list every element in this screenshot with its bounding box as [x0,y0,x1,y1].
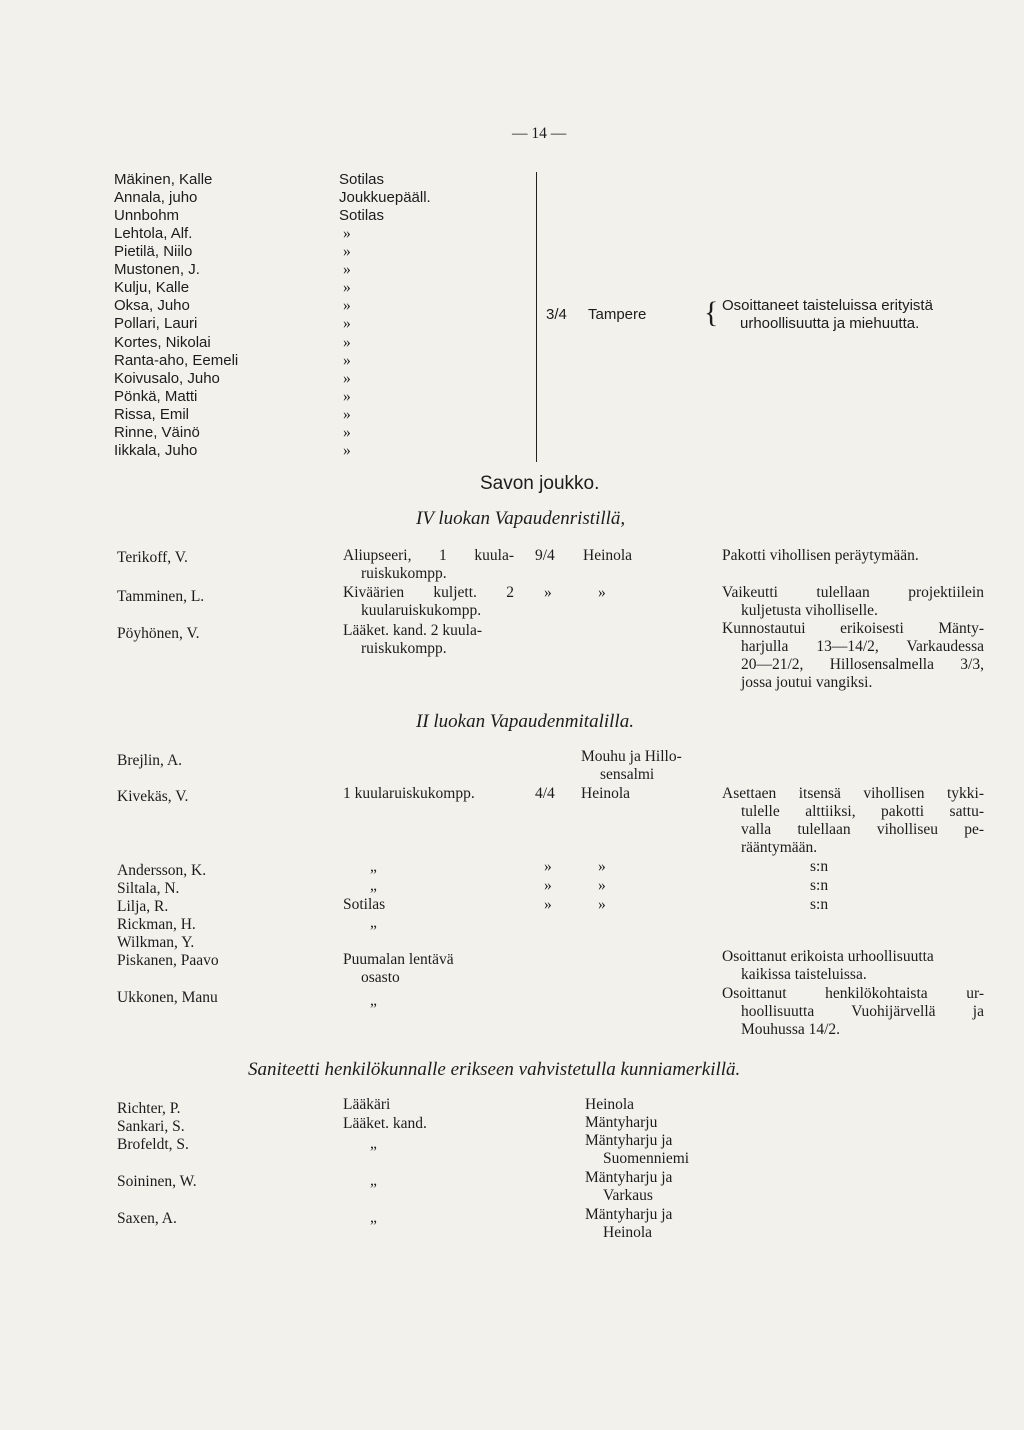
ditto-mark: „ [370,1135,377,1152]
merit-text-line: valla tulellaan viholliseu pe- [741,821,984,838]
ditto-mark: » [343,442,351,459]
ditto-mark: » [598,877,606,894]
merit-text-line: Pakotti vihollisen peräytymään. [722,547,919,564]
place-cell: Heinola [581,785,631,802]
ditto-mark: » [343,388,351,405]
list-item: Rissa, Emil [114,406,190,423]
ditto-mark: » [343,279,351,296]
list-item: Lehtola, Alf. [114,225,193,242]
list-item: Wilkman, Y. [117,934,195,951]
rank-cell: Aliupseeri, 1 kuula- [343,547,514,564]
place-cell: Mäntyharju ja [585,1206,673,1223]
date-cell: 3/4 [546,306,567,323]
list-item: Piskanen, Paavo [117,952,219,969]
subsection-heading: IV luokan Vapaudenristillä, [416,508,626,529]
rank-cell: ruiskukompp. [361,565,447,582]
place-cell: Tampere [588,306,647,323]
ditto-mark: » [544,584,552,601]
list-item: Annala, juho [114,189,198,206]
merit-text-line: s:n [810,858,829,875]
ditto-mark: » [598,896,606,913]
rank-cell: kuularuiskukompp. [361,602,482,619]
merit-text-line: tulelle alttiiksi, pakotti sattu- [741,803,984,820]
list-item: Lilja, R. [117,898,169,915]
ditto-mark: » [544,896,552,913]
date-cell: 4/4 [535,785,555,802]
ditto-mark: „ [370,1172,377,1189]
merit-text-line: harjulla 13—14/2, Varkaudessa [741,638,984,655]
place-cell: Heinola [603,1224,653,1241]
list-item: Saxen, A. [117,1210,177,1227]
place-cell: Heinola [585,1096,635,1113]
rank-cell: Kiväärien kuljett. 2 [343,584,514,601]
merit-text-line: hoollisuutta Vuohijärvellä ja [741,1003,984,1020]
merit-text-line: Osoittanut erikoista urhoollisuutta [722,948,934,965]
list-item: Unnbohm [114,207,180,224]
merit-text-line: 20—21/2, Hillosensalmella 3/3, [741,656,984,673]
place-cell: Mäntyharju ja [585,1169,673,1186]
ditto-mark: » [544,877,552,894]
ditto-mark: » [343,315,351,332]
rank-cell: Lääket. kand. [343,1115,427,1132]
merit-text-line: urhoollisuutta ja miehuutta. [740,315,920,332]
ditto-mark: „ [370,858,377,875]
ditto-mark: » [598,858,606,875]
place-cell: Mäntyharju ja [585,1132,673,1149]
list-item: Kivekäs, V. [117,788,189,805]
list-item: Mäkinen, Kalle [114,171,213,188]
ditto-mark: „ [370,1209,377,1226]
group-brace-line [536,172,537,462]
place-cell: Mäntyharju [585,1114,658,1131]
rank-cell: ruiskukompp. [361,640,447,657]
list-item: Pollari, Lauri [114,315,198,332]
ditto-mark: » [544,858,552,875]
merit-text-line: Vaikeutti tulellaan projektiilein [722,584,984,601]
ditto-mark: » [343,406,351,423]
ditto-mark: » [343,261,351,278]
list-item: Pöyhönen, V. [117,625,200,642]
merit-text-line: s:n [810,896,829,913]
merit-text-line: Mouhussa 14/2. [741,1021,841,1038]
ditto-mark: » [343,297,351,314]
page-number: — 14 — [512,125,567,142]
rank-cell: Lääket. kand. 2 kuula- [343,622,483,639]
rank-cell: 1 kuularuiskukompp. [343,785,475,802]
ditto-mark: „ [370,914,377,931]
ditto-mark: » [343,424,351,441]
rank-cell: Joukkuepääll. [339,189,431,206]
list-item: Andersson, K. [117,862,207,879]
list-item: Terikoff, V. [117,549,188,566]
list-item: Brofeldt, S. [117,1136,189,1153]
merit-text-line: rääntymään. [741,839,818,856]
list-item: Brejlin, A. [117,752,183,769]
list-item: Siltala, N. [117,880,180,897]
list-item: Richter, P. [117,1100,181,1117]
subsection-heading: II luokan Vapaudenmitalilla. [416,711,634,732]
subsection-heading: Saniteetti henkilökunnalle erikseen vahvistetulla kunniamerkillä. [248,1059,741,1080]
place-cell: sensalmi [600,766,655,783]
list-item: Kortes, Nikolai [114,334,211,351]
ditto-mark: » [598,584,606,601]
list-item: Iikkala, Juho [114,442,198,459]
merit-text-line: kaikissa taisteluissa. [741,966,867,983]
rank-cell: Lääkäri [343,1096,391,1113]
list-item: Koivusalo, Juho [114,370,220,387]
list-item: Ranta-aho, Eemeli [114,352,239,369]
date-cell: 9/4 [535,547,555,564]
place-cell: Heinola [583,547,633,564]
rank-cell: Puumalan lentävä [343,951,454,968]
list-item: Oksa, Juho [114,297,190,314]
rank-cell: osasto [361,969,400,986]
list-item: Rickman, H. [117,916,196,933]
section-heading: Savon joukko. [480,473,600,494]
merit-text-line: Osoittanut henkilökohtaista ur- [722,985,984,1002]
list-item: Pönkä, Matti [114,388,198,405]
ditto-mark: » [343,334,351,351]
ditto-mark: » [343,370,351,387]
place-cell: Suomenniemi [603,1150,690,1167]
list-item: Pietilä, Niilo [114,243,193,260]
list-item: Tamminen, L. [117,588,205,605]
list-item: Rinne, Väinö [114,424,200,441]
list-item: Soininen, W. [117,1173,197,1190]
merit-text-line: Asettaen itsensä vihollisen tykki- [722,785,984,802]
merit-text-line: jossa joutui vangiksi. [741,674,873,691]
rank-cell: Sotilas [339,171,385,188]
rank-cell: Sotilas [339,207,385,224]
merit-text-line: kuljetusta viholliselle. [741,602,878,619]
list-item: Ukkonen, Manu [117,989,218,1006]
ditto-mark: » [343,243,351,260]
merit-brace: { [704,296,719,329]
ditto-mark: » [343,352,351,369]
rank-cell: Sotilas [343,896,386,913]
list-item: Sankari, S. [117,1118,185,1135]
place-cell: Varkaus [603,1187,653,1204]
list-item: Mustonen, J. [114,261,200,278]
list-item: Kulju, Kalle [114,279,190,296]
ditto-mark: „ [370,877,377,894]
ditto-mark: » [343,225,351,242]
ditto-mark: „ [370,992,377,1009]
place-cell: Mouhu ja Hillo- [581,748,682,765]
merit-text-line: s:n [810,877,829,894]
merit-text-line: Kunnostautui erikoisesti Mänty- [722,620,984,637]
merit-text-line: Osoittaneet taisteluissa erityistä [722,297,933,314]
